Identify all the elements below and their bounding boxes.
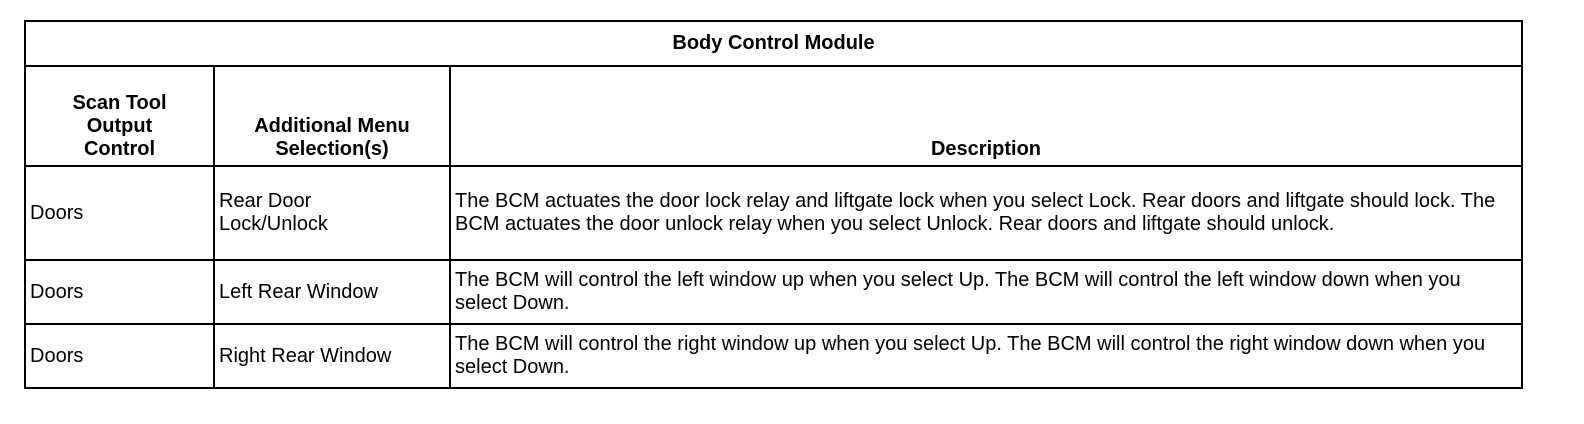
body-control-module-table [24,20,1523,389]
table-row [25,260,1522,324]
cell-description: The BCM actuates the door lock relay and liftgate lock when you select Lock. Rear doors and liftgate should lock. The BCM actuates the door unlock relay when you select Unlock. Rear doors and liftgate should unlock. [450,166,1522,260]
cell-selection: Right Rear Window [214,324,450,388]
header-description: Description [450,66,1522,166]
cell-selection [214,166,450,260]
header-col2-line2: Selection(s) [275,138,389,160]
cell-description: The BCM will control the right window up when you select Up. The BCM will control the right window down when you select Down. [450,324,1522,388]
header-col2-line1: Additional Menu [254,115,410,137]
table-title: Body Control Module [25,21,1522,66]
header-col1-line1: Scan Tool [72,92,167,114]
cell-selection: Left Rear Window [214,260,450,324]
cell-control: Doors [25,324,214,388]
table-title-row [25,21,1522,66]
cell-selection-line1: Rear Door [219,190,312,212]
table-row [25,166,1522,260]
header-scan-tool-output-control [25,66,214,166]
cell-control: Doors [25,166,214,260]
header-col1-line2: Output [86,115,153,137]
table-row [25,324,1522,388]
cell-selection-line2: Lock/Unlock [219,213,328,235]
table-header-row [25,66,1522,166]
header-additional-menu-selections [214,66,450,166]
cell-description: The BCM will control the left window up when you select Up. The BCM will control the left window down when you select Down. [450,260,1522,324]
header-col1-line3: Control [83,138,156,160]
cell-control: Doors [25,260,214,324]
